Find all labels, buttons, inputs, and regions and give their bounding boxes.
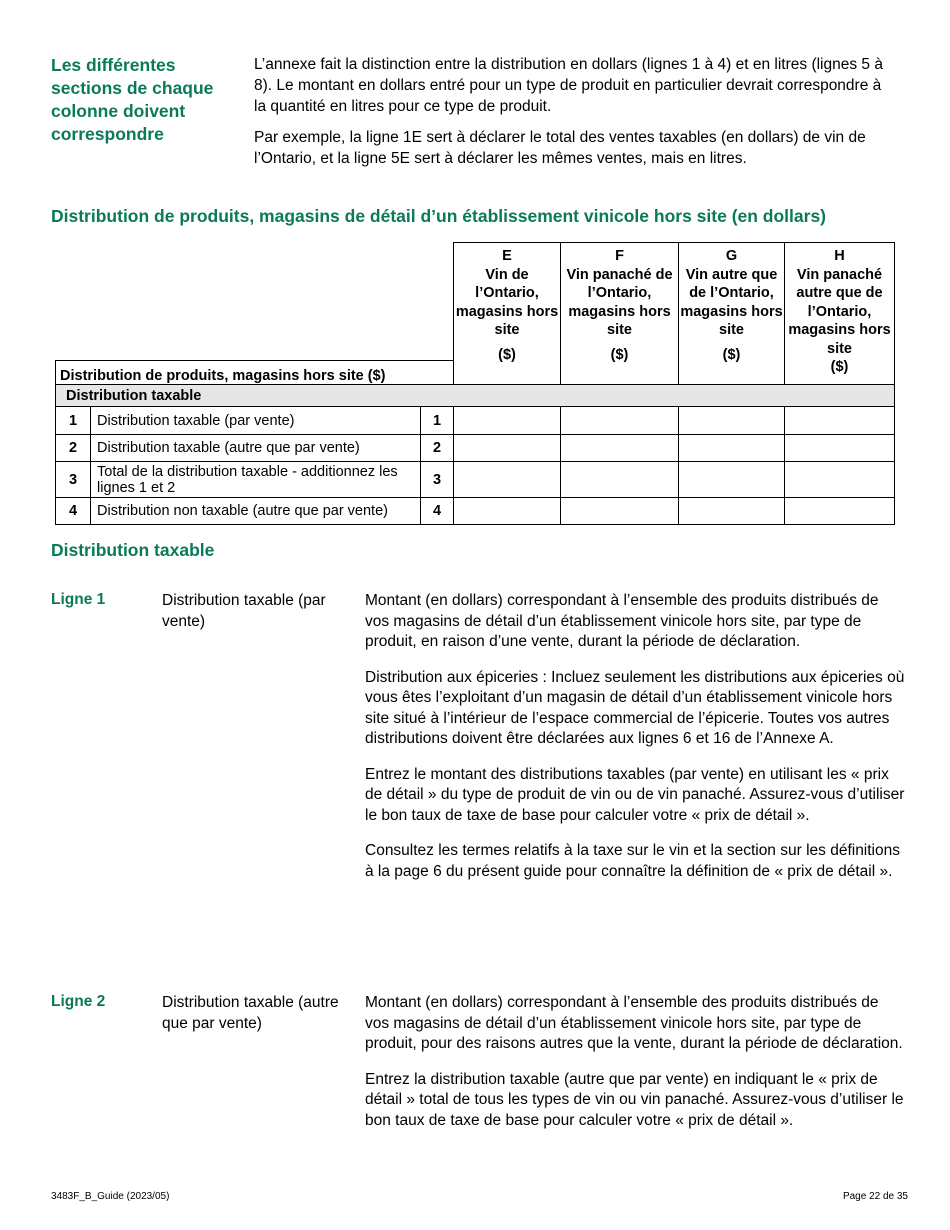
row-number-right: 1: [421, 407, 454, 435]
line-1-label: Ligne 1: [51, 591, 106, 608]
paragraph: Entrez la distribution taxable (autre que par vente) en indiquant le « prix de détail » total de tous les types de vin ou vin panaché. Assurez-vous d’utiliser le bon taux de taxe de base pour calculer votre « prix de détail ».: [365, 1070, 904, 1129]
paragraph: Montant (en dollars) correspondant à l’ensemble des produits distribués de vos magasins de détail d’un établissement vinicole hors site, par type de produit, en raison d’une vente, durant la période de déclaration.: [365, 592, 879, 650]
distribution-table: [55, 242, 895, 525]
cell-4h[interactable]: [785, 498, 895, 525]
cell-1h[interactable]: [785, 407, 895, 435]
paragraph: Entrez le montant des distributions taxables (par vente) en utilisant les « prix de détail » du type de produit de vin ou de vin panaché. Assurez-vous d’utiliser le bon taux de taxe de base pour calculer votre « prix de détail ».: [365, 765, 905, 824]
row-number: 1: [56, 407, 91, 435]
row-number: 2: [56, 435, 91, 462]
table-row: [56, 435, 895, 462]
row-number-right: 2: [421, 435, 454, 462]
cell-2h[interactable]: [785, 435, 895, 462]
row-number: 4: [56, 498, 91, 525]
column-title: Vin panaché autre que de l’Ontario, magasins hors site: [788, 266, 891, 357]
cell-4f[interactable]: [561, 498, 679, 525]
cell-3h[interactable]: [785, 462, 895, 498]
line-2-description: [365, 993, 905, 1146]
column-letter: G: [725, 248, 738, 264]
column-unit: ($): [498, 346, 516, 363]
form-id: 3483F_B_Guide (2023/05): [51, 1191, 170, 1202]
cell-4g[interactable]: [679, 498, 785, 525]
row-number-right: 3: [421, 462, 454, 498]
intro-paragraph-1: L’annexe fait la distinction entre la distribution en dollars (lignes 1 à 4) et en litres (lignes 5 à 8). Le montant en dollars entré pour un type de produit en particulier devrait correspondre à la quantité en litres pour ce type de produit.: [254, 56, 883, 115]
cell-1g[interactable]: [679, 407, 785, 435]
cell-2f[interactable]: [561, 435, 679, 462]
column-letter: E: [502, 248, 512, 264]
cell-3g[interactable]: [679, 462, 785, 498]
column-unit: ($): [610, 346, 629, 363]
table-row: [56, 407, 895, 435]
column-header-f: [561, 243, 679, 385]
column-title: Vin autre que de l’Ontario, magasins hors site: [680, 266, 783, 338]
row-number: 3: [56, 462, 91, 498]
row-description: Distribution non taxable (autre que par vente): [91, 498, 421, 525]
column-unit: ($): [830, 359, 849, 375]
intro-text: [254, 54, 894, 179]
table-subheader: Distribution taxable: [56, 385, 895, 407]
row-number-right: 4: [421, 498, 454, 525]
table-row: [56, 498, 895, 525]
cell-3e[interactable]: [454, 462, 561, 498]
line-2-name: Distribution taxable (autre que par vente): [162, 994, 339, 1032]
column-header-g: [679, 243, 785, 385]
table-row: [56, 462, 895, 498]
cell-1f[interactable]: [561, 407, 679, 435]
column-letter: H: [834, 248, 845, 264]
cell-4e[interactable]: [454, 498, 561, 525]
section-title: Distribution de produits, magasins de détail d’un établissement vinicole hors site (en dollars): [51, 206, 827, 226]
row-description: Distribution taxable (autre que par vente): [91, 435, 421, 462]
line-2-label: Ligne 2: [51, 993, 106, 1010]
side-heading: Les différentes sections de chaque colonne doivent correspondre: [51, 55, 214, 144]
cell-1e[interactable]: [454, 407, 561, 435]
cell-3f[interactable]: [561, 462, 679, 498]
column-unit: ($): [722, 346, 741, 363]
row-description: Total de la distribution taxable - additionnez les lignes 1 et 2: [91, 462, 421, 498]
row-description: Distribution taxable (par vente): [91, 407, 421, 435]
page-number: Page 22 de 35: [842, 1191, 908, 1202]
column-title: Vin panaché de l’Ontario, magasins hors site: [566, 266, 673, 338]
paragraph: Consultez les termes relatifs à la taxe sur le vin et la section sur les définitions à la page 6 du présent guide pour connaître la définition de « prix de détail ».: [365, 842, 900, 880]
line-1-description: [365, 591, 905, 897]
cell-2e[interactable]: [454, 435, 561, 462]
intro-paragraph-2: Par exemple, la ligne 1E sert à déclarer le total des ventes taxables (en dollars) de vin de l’Ontario, et la ligne 5E sert à déclarer les mêmes ventes, mais en litres.: [254, 129, 866, 167]
subsection-title: Distribution taxable: [51, 540, 215, 560]
cell-2g[interactable]: [679, 435, 785, 462]
column-header-e: [454, 243, 561, 385]
line-1-name: Distribution taxable (par vente): [162, 592, 326, 630]
paragraph: Distribution aux épiceries : Incluez seulement les distributions aux épiceries où vous êtes l’exploitant d’un magasin de détail d’un établissement vinicole hors site situé à l’intérieur de l’espace commercial de l’épicerie. Toutes vos autres distributions doivent être déclarées aux lignes 6 et 16 de l’Annexe A.: [365, 668, 905, 747]
column-title: Vin de l’Ontario, magasins hors site: [455, 266, 559, 338]
column-letter: F: [615, 248, 624, 264]
paragraph: Montant (en dollars) correspondant à l’ensemble des produits distribués de vos magasins de détail d’un établissement vinicole hors site, par type de produit, pour des raisons autres que la vente, durant la période de déclaration.: [365, 994, 903, 1052]
table-header-label: Distribution de produits, magasins hors site ($): [56, 361, 454, 385]
column-header-h: [785, 243, 895, 385]
